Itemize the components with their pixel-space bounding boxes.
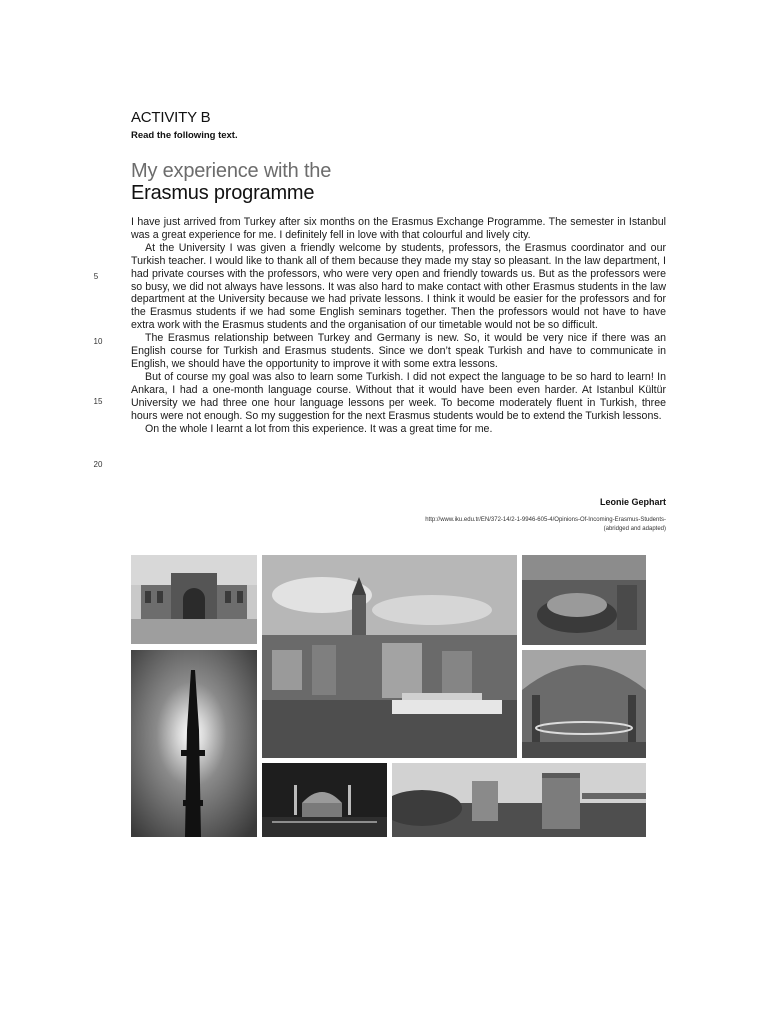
line-number: 20	[93, 460, 103, 469]
photo-fortress	[392, 763, 646, 837]
line-number: 10	[93, 337, 103, 346]
photo-night-mosque	[262, 763, 387, 837]
article-title-line2: Erasmus programme	[131, 182, 315, 204]
source-note: (abridged and adapted)	[603, 525, 666, 532]
line-number: 5	[93, 272, 99, 281]
source-citation	[290, 516, 666, 533]
photo-galata-tower	[262, 555, 517, 758]
activity-label: ACTIVITY B	[131, 109, 211, 126]
article-title-line1: My experience with the	[131, 160, 332, 182]
paragraph-1: I have just arrived from Turkey after six months on the Erasmus Exchange Programme. The semester in Istanbul was a great experience for me. I definitely fell in love with that colourful and lively city.	[131, 216, 666, 241]
line-number: 15	[93, 397, 103, 406]
author-name: Leonie Gephart	[599, 497, 666, 507]
photo-palace-gate	[131, 555, 257, 644]
paragraph-3: The Erasmus relationship between Turkey and Germany is new. So, it would be very nice if there was an English course for Turkish and Erasmus students. Since we don’t speak Turkish and have to communicate in English, we should have the opportunity to improve it with some extra lessons.	[131, 332, 666, 370]
paragraph-5: On the whole I learnt a lot from this experience. It was a great time for me.	[145, 422, 493, 435]
instruction-text: Read the following text.	[131, 130, 238, 141]
article-body	[131, 216, 666, 435]
photo-interior-seating	[522, 555, 646, 645]
photo-mosque-interior	[522, 650, 646, 758]
paragraph-2: At the University I was given a friendly welcome by students, professors, the Erasmus coordinator and our Turkish teacher. I would like to thank all of them because they made my stay so pleasant. In the law department, I had private courses with the professors, who were very open and friendly towards us. But as the professors were so busy, we did not always have lessons. It was also hard to make contact with other Erasmus students in the law department at the University because we had private lessons. I think it would be easier for the professors and for the Erasmus students if we had some English seminars together. Then the professors would not have to have extra work with the Erasmus students and the organisation of our timetable would not be so difficult.	[131, 241, 666, 332]
source-url: http://www.iku.edu.tr/EN/372-14/2-1-9946-605-4/Opinions-Of-Incoming-Erasmus-Students-	[425, 517, 666, 523]
paragraph-4: But of course my goal was also to learn some Turkish. I did not expect the language to be so hard to learn! In Ankara, I had a one-month language course. Without that it would have been even harder. At Istanbul Kültür University we had three one hour language lessons per week. To become moderately fluent in Turkish, three hours were not enough. So my suggestion for the next Erasmus students would be to extend the Turkish lessons.	[131, 370, 666, 422]
photo-minaret	[131, 650, 257, 837]
